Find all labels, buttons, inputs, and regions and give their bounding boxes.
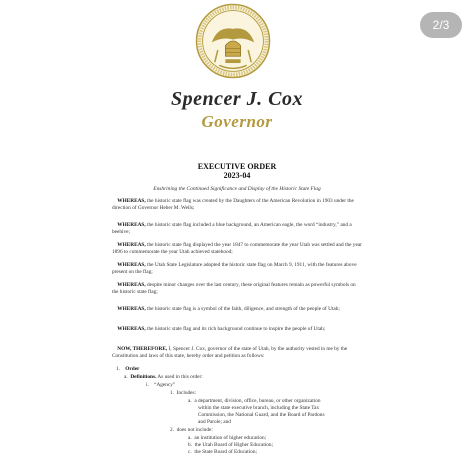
whereas-paragraph: WHEREAS, the historic state flag was created by the Daughters of the American Revolution in 1903 under the direction of Governor Heber M. Wells; [112,198,354,212]
page-counter-badge: 2/3 [420,12,462,38]
list-item: b. the Utah Board of Higher Education; [188,442,274,448]
list-item-continued: Commission, the National Guard, and the Board of Pardons [198,412,325,418]
whereas-paragraph: WHEREAS, the historic state flag displayed the year 1847 to commemorate the year Utah was settled and the year 1896 to commemorate the year Utah achieved statehood; [112,242,362,256]
list-item-continued: within the state executive branch, including the State Tax [198,405,320,411]
whereas-paragraph: WHEREAS, the historic state flag and its rich background continue to inspire the people of Utah; [117,326,326,332]
whereas-paragraph: WHEREAS, the historic state flag is a symbol of the faith, diligence, and strength of the people of Utah; [117,306,340,312]
governor-name: Spencer J. Cox [171,88,303,110]
list-item: c. the State Board of Education; [188,449,258,455]
list-item-continued: and Parole; and [198,419,231,425]
whereas-paragraph: WHEREAS, the historic state flag included a blue background, an American eagle, the word “industry,” and a beehive; [112,222,352,236]
order-number: 2023-04 [223,171,251,180]
list-item: a. an institution of higher education; [188,435,267,441]
list-item: i. “Agency” [146,382,176,388]
whereas-paragraph: WHEREAS, despite minor changes over the last century, these original features remain as powerful symbols on the historic state flag; [112,282,356,296]
list-item: 1. Includes: [170,390,197,396]
list-item: 1. Order [116,366,140,372]
list-item: a. a department, division, office, bureau, or other organization [188,398,321,404]
governor-title: Governor [201,112,273,131]
utah-seal-icon [195,3,271,79]
order-subtitle: Enshrining the Continued Significance and Display of the Historic State Flag [153,186,321,192]
list-item: 2. does not include: [170,427,213,433]
order-heading: EXECUTIVE ORDER [197,162,277,171]
list-item: a. Definitions. As used in this order: [124,374,203,380]
therefore-paragraph: NOW, THEREFORE, I, Spencer J. Cox, governor of the state of Utah, by the authority vested in me by the Constitution and laws of this state, hereby order and petition as follows: [112,346,348,360]
whereas-paragraph: WHEREAS, the Utah State Legislature adopted the historic state flag on March 9, 1911, with the features above present on the flag; [112,262,357,276]
